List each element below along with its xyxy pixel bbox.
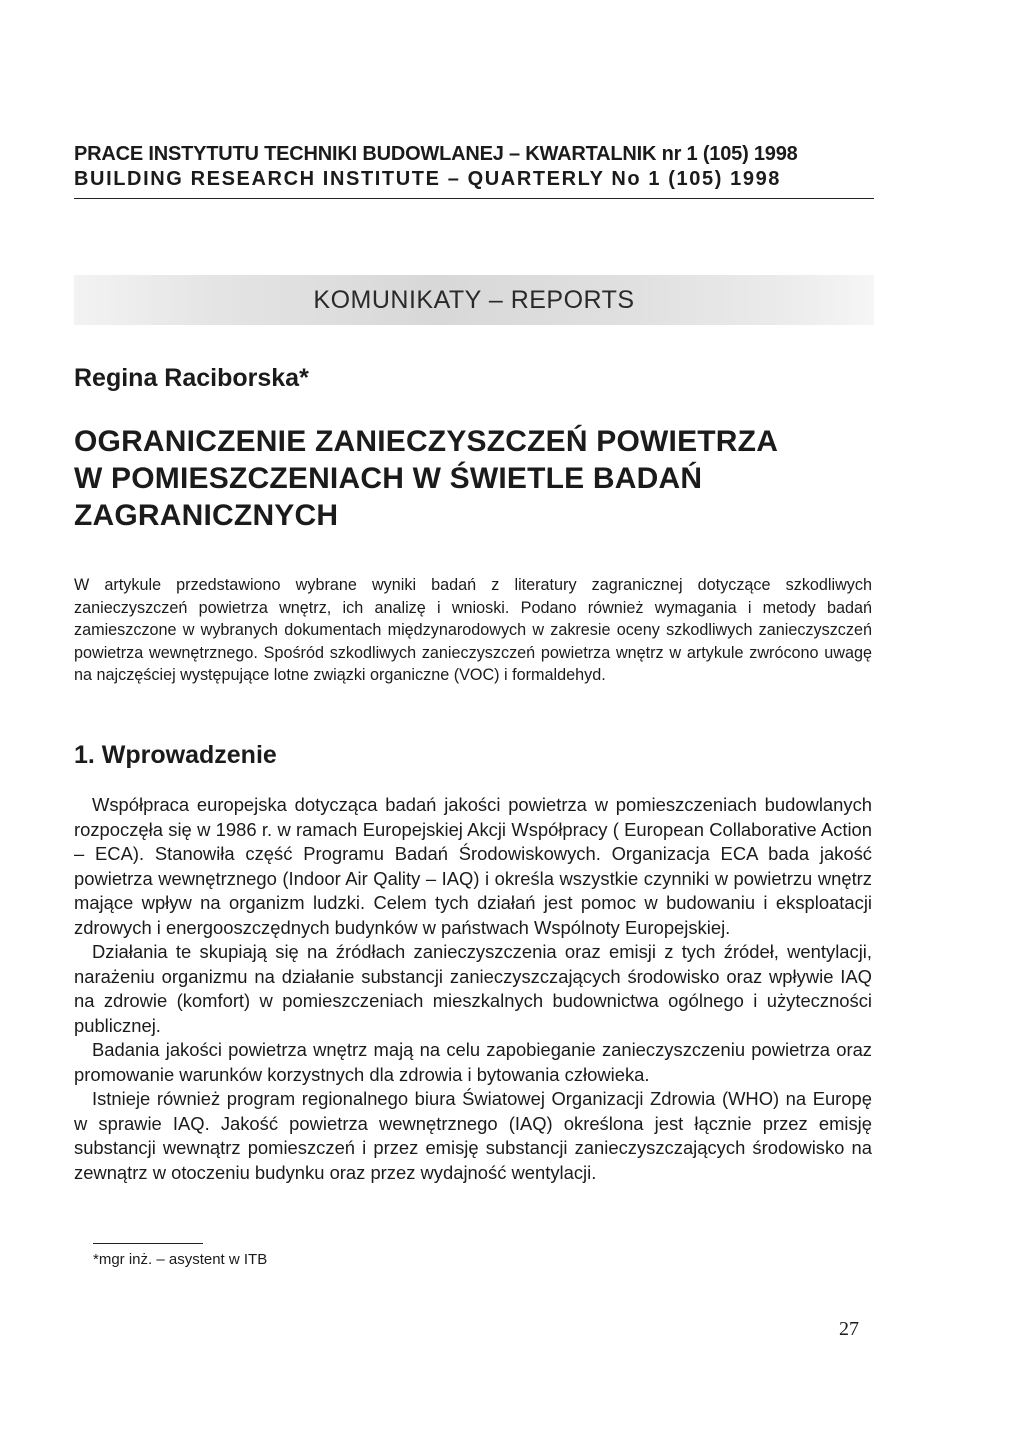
body-paragraph: Działania te skupiają się na źródłach zanieczyszczenia oraz emisji z tych źródeł, wentylacji, narażeniu organizmu na działanie substancji zanieczyszczających środowisko oraz wpływie IAQ na zdrowie (komfort) w pomieszczeniach mieszkalnych budownictwa ogólnego i użyteczności publicznej. [74,941,872,1036]
journal-title-polish: PRACE INSTYTUTU TECHNIKI BUDOWLANEJ – KWARTALNIK nr 1 (105) 1998 [74,143,798,165]
abstract: W artykule przedstawiono wybrane wyniki badań z literatury zagranicznej dotyczące szkodliwych zanieczyszczeń powietrza wnętrz, ich analizę i wnioski. Podano również wymagania i metody badań zamieszczone w wybranych dokumentach międzynarodowych w zakresie oceny szkodliwych zanieczyszczeń powietrza wewnętrznego. Spośród szkodliwych zanieczyszczeń powietrza wnętrz w artykule zwrócono uwagę na najczęściej występujące lotne związki organiczne (VOC) i formaldehyd. [74,576,872,684]
body-paragraph: Współpraca europejska dotycząca badań jakości powietrza w pomieszczeniach budowlanych rozpoczęła się w 1986 r. w ramach Europejskiej Akcji Współpracy ( European Collaborative Action – ECA). Stanowiła część Programu Badań Środowiskowych. Organizacja ECA bada jakość powietrza wewnętrznego (Indoor Air Qality – IAQ) i określa wszystkie czynniki w powietrzu wnętrz mające wpływ na organizm ludzki. Celem tych działań jest pomoc w budowaniu i eksploatacji zdrowych i energooszczędnych budynków w państwach Wspólnoty Europejskiej. [74,794,872,938]
footnote: *mgr inż. – asystent w ITB [93,1251,268,1268]
body-paragraph: Badania jakości powietrza wnętrz mają na celu zapobieganie zanieczyszczeniu powietrza oraz promowanie warunków korzystnych dla zdrowia i bytowania człowieka. [74,1039,872,1085]
footnote-rule [93,1243,203,1244]
journal-header [74,142,874,192]
body-paragraph: Istnieje również program regionalnego biura Światowej Organizacji Zdrowia (WHO) na Europę w sprawie IAQ. Jakość powietrza wewnętrznego (IAQ) określona jest łącznie przez emisję substancji wewnątrz pomieszczeń i przez emisję substancji zanieczyszczających środowisko na zewnątrz w otoczeniu budynku oraz przez wydajność wentylacji. [74,1088,872,1183]
journal-title-english: BUILDING RESEARCH INSTITUTE – QUARTERLY No 1 (105) 1998 [74,168,782,190]
header-rule [74,198,874,199]
body-text [74,793,872,1185]
section-banner-text: KOMUNIKATY – REPORTS [313,285,635,314]
author-name: Regina Raciborska* [74,364,309,392]
article-title-line-2: W POMIESZCZENIACH W ŚWIETLE BADAŃ [74,462,703,495]
page-number: 27 [839,1318,859,1340]
section-heading: 1. Wprowadzenie [74,741,277,769]
article-title [74,423,874,534]
section-banner [74,275,874,325]
article-title-line-1: OGRANICZENIE ZANIECZYSZCZEŃ POWIETRZA [74,425,779,458]
article-title-line-3: ZAGRANICZNYCH [74,499,339,532]
